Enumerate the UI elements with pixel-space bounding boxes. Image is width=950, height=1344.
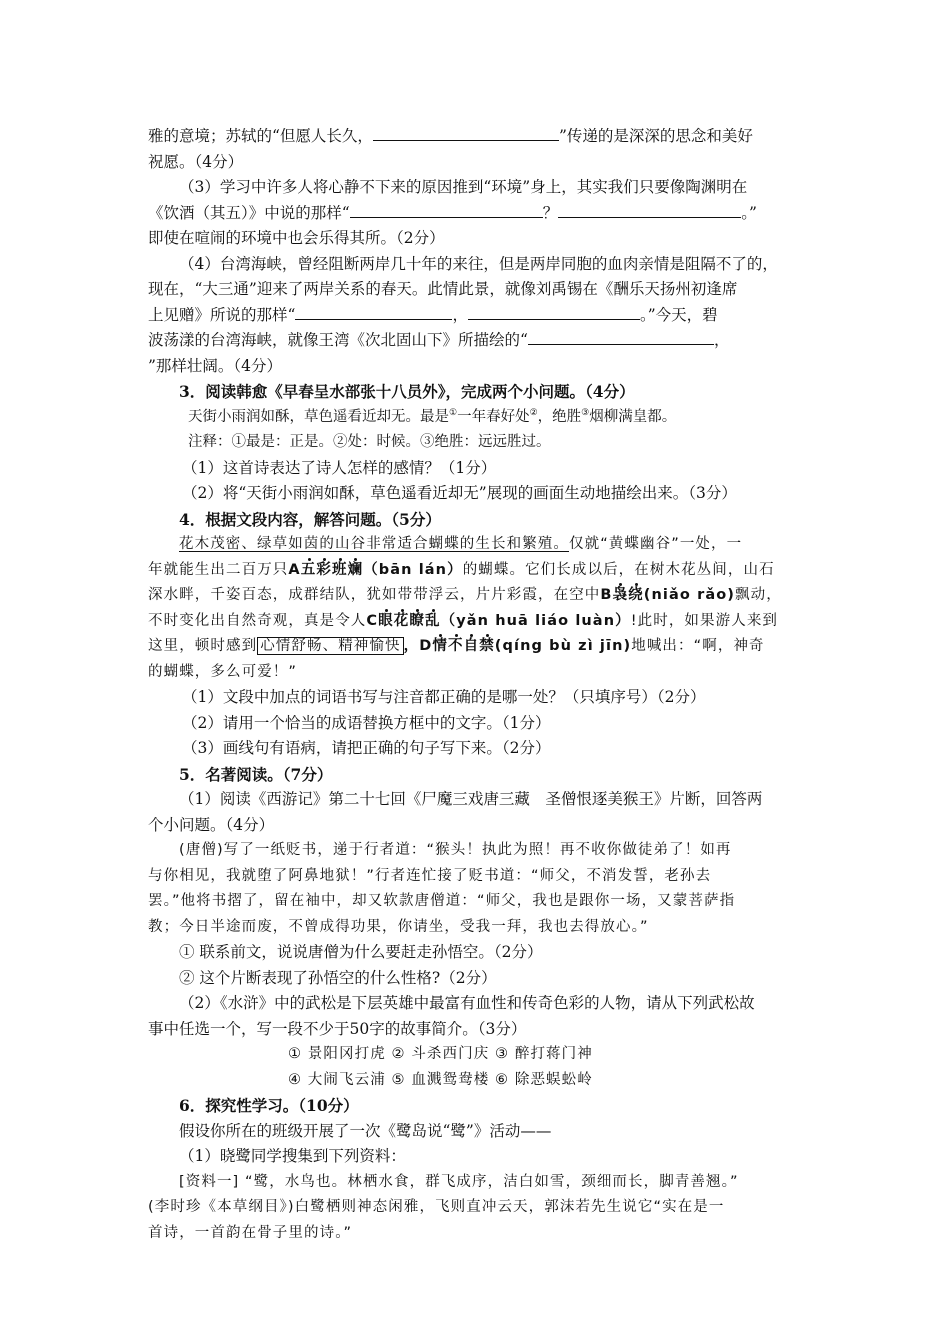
section-heading: 5．名著阅读。（7分） [179,764,333,784]
text-line: 雅的意境；苏轼的“但愿人长久， ”传递的是深深的思念和美好 [148,124,810,150]
question-item: （2）将“天街小雨润如酥，草色遥看近却无”展现的画面生动地描绘出来。（3分） [182,484,737,502]
passage-line: 与你相见，我就堕了阿鼻地狱！”行者连忙接了贬书道：“师父，不消发誓，老孙去 [148,867,712,884]
excerpt-passage [148,838,810,940]
passage-line: 深水畔，千姿百态，成群结队，犹如带带浮云，片片彩霞，在空中B袅绕(niǎo rǎo)飘动， [148,587,782,603]
question-item: ① 联系前文，说说唐僧为什么要赶走孙悟空。（2分） [179,943,543,961]
poem: 天街小雨润如酥，草色遥看近却无。最是①一年春好处②，绝胜③烟柳满皇都。 [188,407,677,425]
answer-blank[interactable] [558,201,741,218]
text-line: 即使在喧闹的环境中也会乐得其所。（2分） [148,229,445,247]
question-item: （1）文段中加点的词语书写与注音都正确的是哪一处？（只填序号）（2分） [182,688,706,706]
question-4-prompt: （4）台湾海峡，曾经阻断两岸几十年的来往，但是两岸同胞的血肉亲情是阻隔不了的， [179,254,778,273]
section-heading: 6．探究性学习。（10分） [179,1096,359,1115]
question-item: ② 这个片断表现了孙悟空的什么性格?（2分） [179,968,497,987]
answer-blank[interactable] [295,303,452,320]
story-options: ④ 大闹飞云浦 ⑤ 血溅鸳鸯楼 ⑥ 除恶蜈蚣岭 [288,1071,593,1088]
text-line: ”那样壮阔。（4分） [148,356,283,375]
text-line: 《饮酒（其五）》中说的那样“ ？ 。” [148,201,810,227]
passage-line: [资料一] “鹭，水鸟也。林栖水食，群飞成序，洁白如雪，颈细而长，脚青善翘。” [179,1173,739,1190]
passage-line: 的蝴蝶，多么可爱！” [148,663,298,680]
question-intro: 假设你所在的班级开展了一次《鹭岛说“鹭”》活动—— [179,1121,552,1140]
poem-note: 注释：①最是：正是。②处：时候。③绝胜：远远胜过。 [188,434,551,450]
question-item: （1）阅读《西游记》第二十七回《尸魔三戏唐三藏 圣僧恨逐美猴王》片断，回答两 [179,790,763,808]
reading-passage [148,532,810,685]
answer-blank[interactable] [350,201,543,218]
question-item: 事中任选一个，写一段不少于50字的故事简介。（3分） [148,1019,527,1038]
passage-line: 不时变化出自然奇观，真是令人C眼花瞭乱（yǎn huā liáo luàn）!此时，如果游人来到 [148,612,779,629]
answer-blank[interactable] [373,124,559,141]
underlined-sentence: 花木茂密、绿草如茵的山谷非常适合蝴蝶的生长和繁殖。 [179,536,569,552]
passage-line: 这里，顿时感到 心情舒畅、精神愉快 ，D情不自禁(qíng bù zì jīn)地喊出：“啊，神奇 [148,638,765,654]
passage-line: 首诗，一首韵在骨子里的诗。” [148,1224,353,1241]
text-line: 祝愿。（4分） [148,152,244,171]
question-3-prompt: （3）学习中许多人将心静不下来的原因推到“环境”身上，其实我们只要像陶渊明在 [179,178,748,196]
text-line: 波荡漾的台湾海峡，就像王湾《次北固山下》所描绘的“ ， [148,328,810,354]
question-item: （3）画线句有语病，请把正确的句子写下来。（2分） [182,739,551,757]
passage-line: 年就能生出二百万只A五彩班斓（bān lán）的蝴蝶。它们长成以后，在树木花丛间，山石 [148,561,775,578]
text-line: 现在，“大三通”迎来了两岸关系的春天。此情此景，就像刘禹锡在《酬乐天扬州初逢席 [148,280,738,298]
question-item: （1）晓鹭同学搜集到下列资料： [179,1147,406,1165]
section-heading: 3．阅读韩愈《早春呈水部张十八员外》，完成两个小问题。（4分） [179,382,635,401]
section-heading: 4．根据文段内容，解答问题。（5分） [179,509,441,529]
material-passage [148,1170,810,1247]
passage-line: 教；今日半途而废，不曾成得功果，你请坐，受我一拜，我也去得放心。” [148,918,649,935]
answer-blank[interactable] [528,328,714,345]
passage-line: 花木茂密、绿草如茵的山谷非常适合蝴蝶的生长和繁殖。仅就“黄蝶幽谷”一处，一 [179,536,743,552]
exam-page [148,124,810,1246]
text-line: 上见赠》所说的那样“ ， 。”今天，碧 [148,303,810,329]
passage-line: (李时珍《本草纲目》)白鹭栖则神态闲雅，飞则直冲云天，郭沫若先生说它“实在是一 [148,1199,725,1215]
answer-blank[interactable] [468,303,640,320]
question-item: 个小问题。（4分） [148,815,275,834]
boxed-phrase: 心情舒畅、精神愉快 [257,637,403,655]
story-options: ① 景阳冈打虎 ② 斗杀西门庆 ③ 醉打蒋门神 [288,1046,593,1062]
question-item: （1）这首诗表达了诗人怎样的感情？（1分） [182,458,497,477]
question-item: （2）请用一个恰当的成语替换方框中的文字。（1分） [182,713,551,732]
passage-line: (唐僧)写了一纸贬书，递于行者道：“猴头！执此为照！再不收你做徒弟了！如再 [179,842,732,858]
question-item: （2）《水浒》中的武松是下层英雄中最富有血性和传奇色彩的人物，请从下列武松故 [179,994,755,1012]
passage-line: 罢。”他将书摺了，留在袖中，却又软款唐僧道：“师父，我也是跟你一场，又蒙菩萨指 [148,893,736,909]
